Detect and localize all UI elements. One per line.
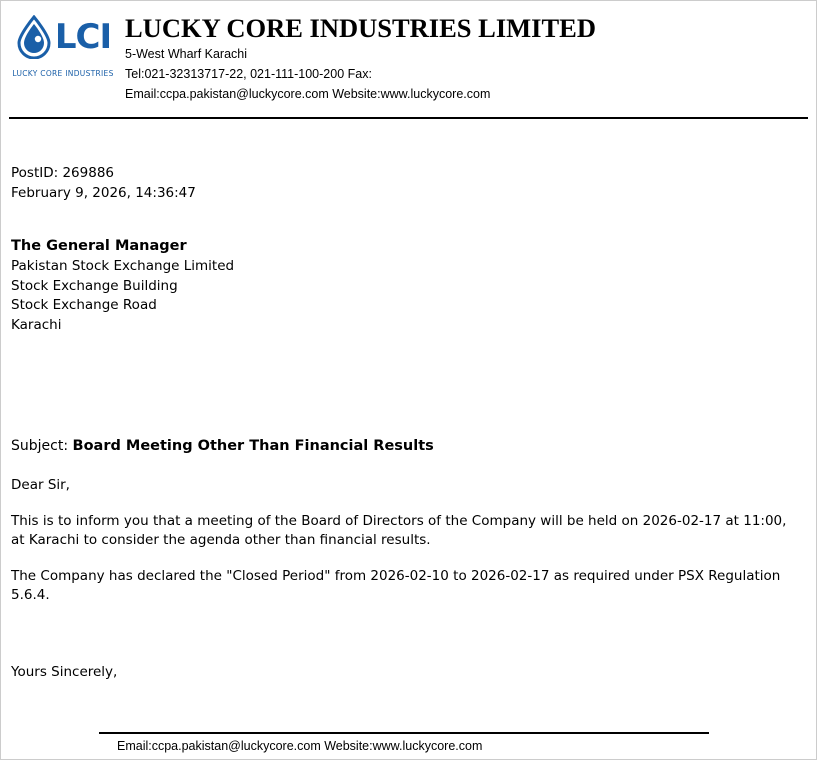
company-address-line1: 5-West Wharf Karachi: [125, 47, 248, 61]
logo-subtitle: LUCKY CORE INDUSTRIES: [12, 69, 114, 78]
closing: Yours Sincerely,: [11, 664, 118, 680]
paragraph-1: This is to inform you that a meeting of the Board of Directors of the Company will be held on 2026-02-17 at 11:00, at Karachi to consider the agenda other than financial results.: [11, 513, 787, 548]
logo-lci-text: LCI: [54, 17, 112, 57]
company-logo: [11, 15, 115, 89]
footer-contact: Email:ccpa.pakistan@luckycore.com Website:www.luckycore.com: [117, 739, 483, 753]
subject-text: Board Meeting Other Than Financial Results: [72, 438, 434, 454]
footer-divider: [99, 732, 709, 734]
document-meta: [11, 163, 806, 203]
subject-line: [11, 437, 806, 456]
letterhead: [1, 1, 816, 127]
header-divider: [9, 117, 808, 119]
water-drop-icon: [15, 15, 53, 59]
paragraph-2: The Company has declared the "Closed Period" from 2026-02-10 to 2026-02-17 as required under PSX Regulation 5.6.4.: [11, 568, 781, 603]
company-address-line3: Email:ccpa.pakistan@luckycore.com Website:www.luckycore.com: [125, 87, 491, 101]
addressee-title: The General Manager: [11, 238, 187, 254]
post-id: PostID: 269886: [11, 165, 114, 181]
logo-mark: [11, 15, 115, 67]
company-address-line2: Tel:021-32313717-22, 021-111-100-200 Fax:: [125, 67, 372, 81]
subject-label: Subject:: [11, 438, 69, 454]
addressee-line4: Karachi: [11, 316, 62, 333]
salutation: Dear Sir,: [11, 477, 70, 493]
post-datetime: February 9, 2026, 14:36:47: [11, 185, 196, 201]
company-block: [125, 13, 808, 103]
addressee-line2: Stock Exchange Building: [11, 277, 178, 294]
addressee-line3: Stock Exchange Road: [11, 297, 157, 313]
addressee-line1: Pakistan Stock Exchange Limited: [11, 258, 235, 274]
addressee-block: [11, 235, 806, 335]
company-name: LUCKY CORE INDUSTRIES LIMITED: [125, 13, 596, 43]
document-footer: [1, 732, 816, 753]
document-body: [1, 163, 816, 682]
